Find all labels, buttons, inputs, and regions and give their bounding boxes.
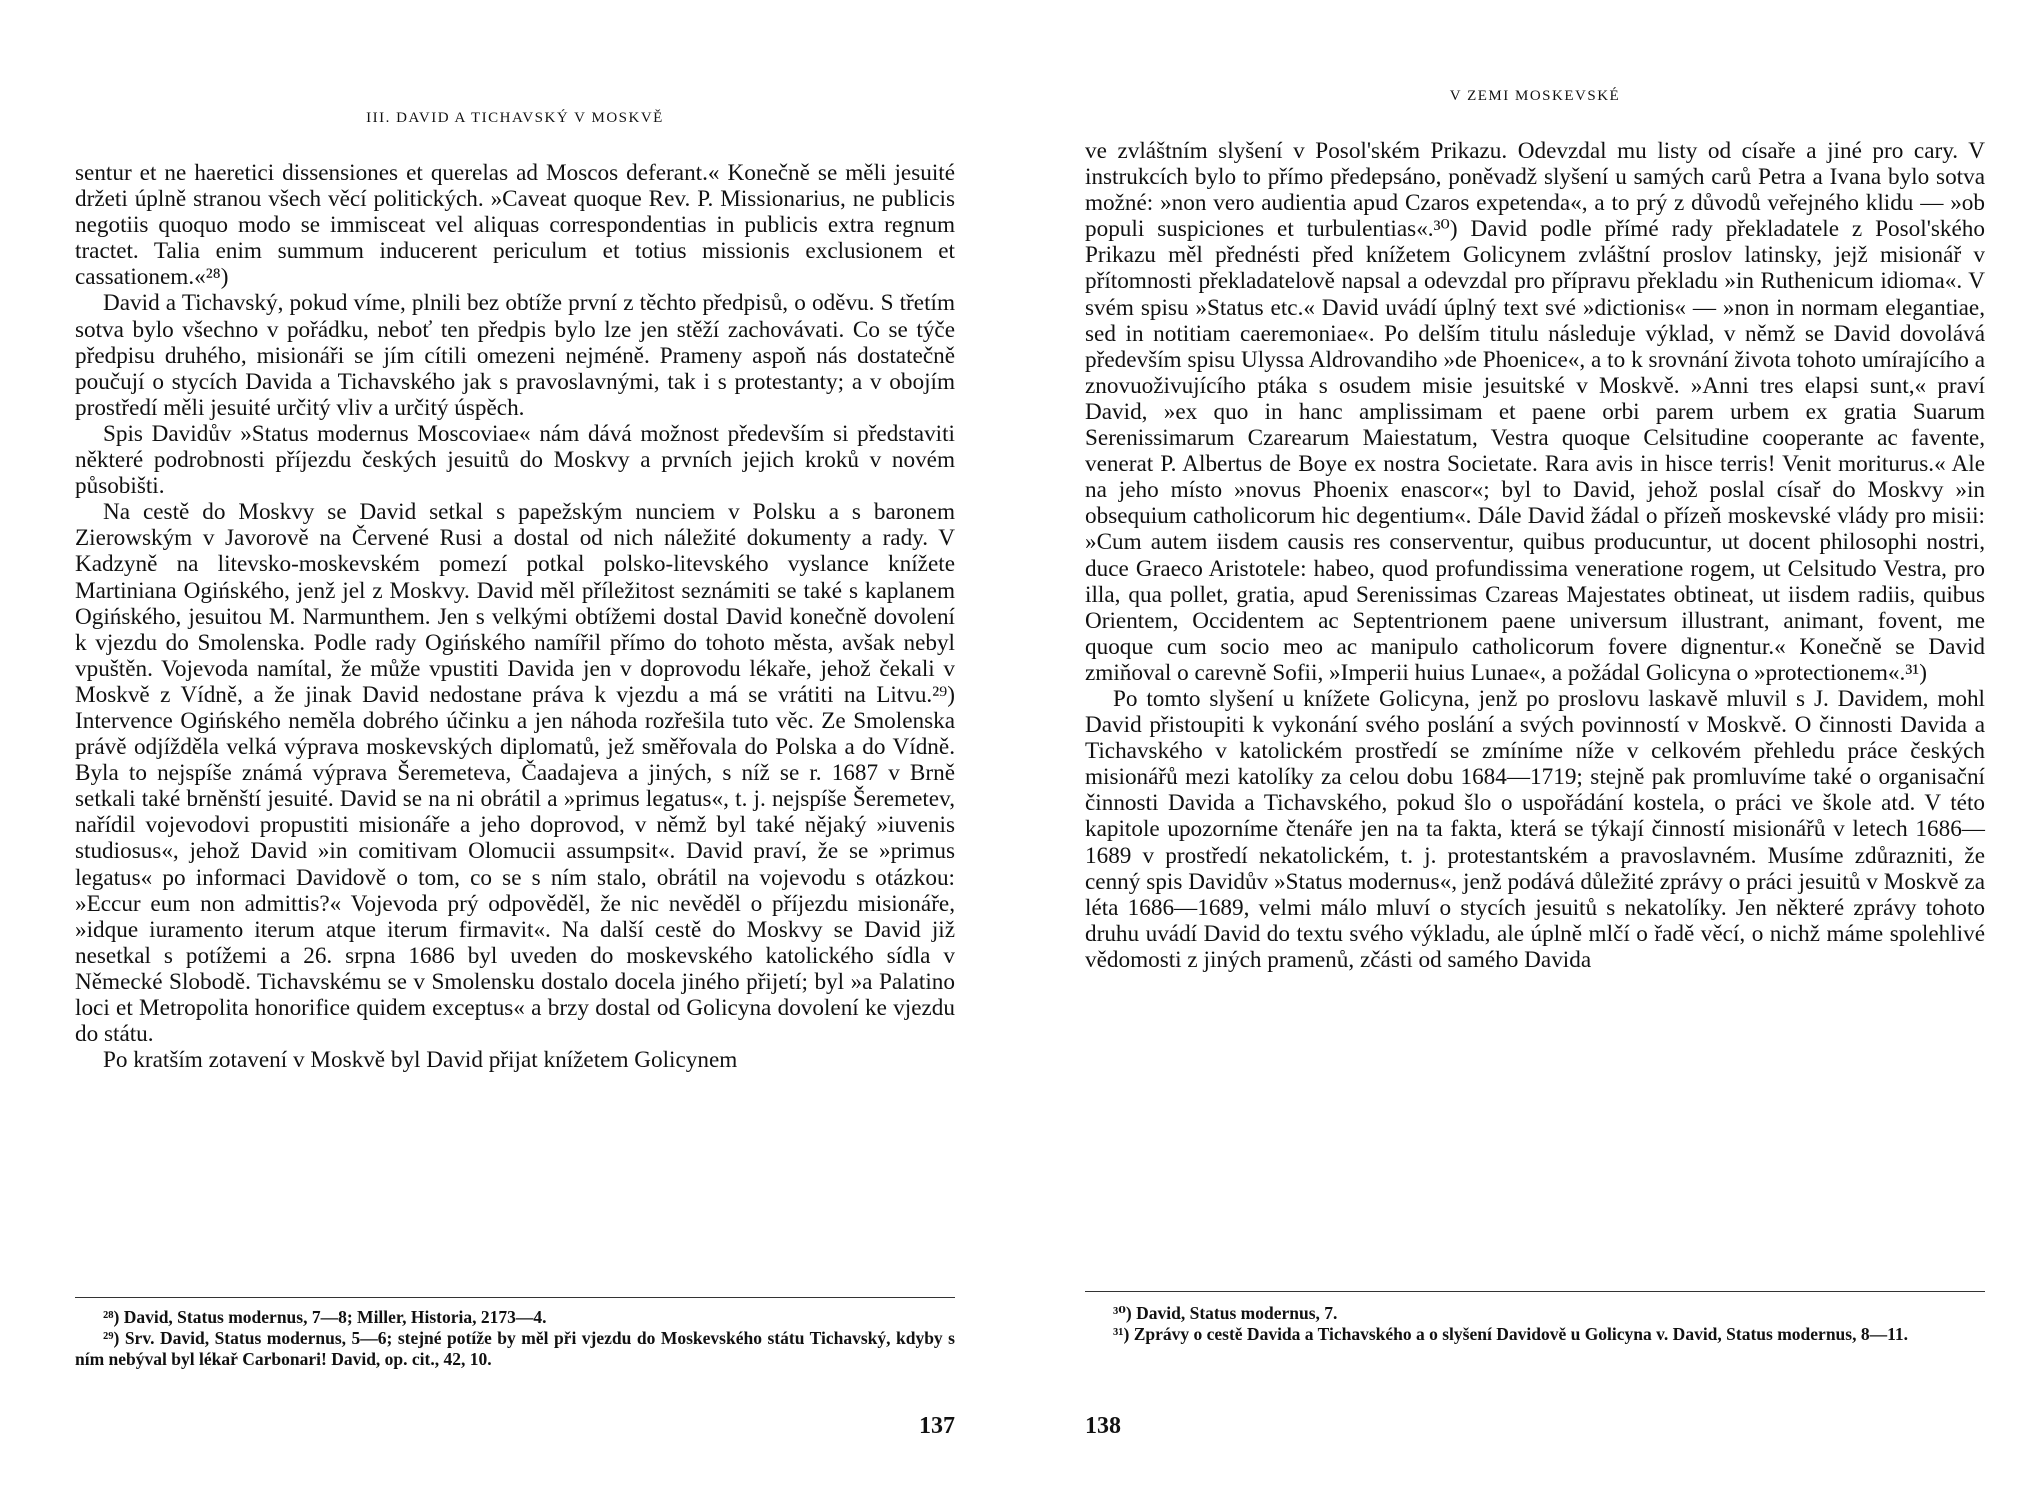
footnote-rule	[1085, 1291, 1985, 1292]
body-text	[1085, 138, 1985, 973]
footnote: ²⁹) Srv. David, Status modernus, 5—6; stejné potíže by měl při vjezdu do Moskevského státu Tichavský, kdyby s ním nebýval byl lékař Carbonari! David, op. cit., 42, 10.	[75, 1328, 955, 1369]
footnote: ³¹) Zprávy o cestě Davida a Tichavského a o slyšení Davidově u Golicyna v. David, Status modernus, 8—11.	[1113, 1324, 1909, 1344]
running-head: V ZEMI MOSKEVSKÉ	[1449, 88, 1621, 104]
paragraph: sentur et ne haeretici dissensiones et querelas ad Moscos deferant.« Konečně se měli jesuité držeti úplně stranou všech věcí politických. »Caveat quoque Rev. P. Missionarius, ne publicis negotiis quoquo modo se immisceat vel aliquas correspondentias in publicis extra regnum tractet. Talia enim summum inducerent periculum et totius missionis exclusionem et cassationem.«²⁸)	[75, 160, 955, 291]
footnote-rule	[75, 1297, 955, 1298]
page-number: 138	[1085, 1413, 1121, 1439]
paragraph: Po tomto slyšení u knížete Golicyna, jenž po proslovu laskavě mluvil s J. Davidem, mohl David přistoupiti k vykonání svého poslání a svých povinností v Moskvě. O činnosti Davida a Tichavského v katolickém prostředí se zmíníme níže v celkovém přehledu práce českých misionářů mezi katolíky za celou dobu 1684—1719; stejně pak promluvíme také o organisační činnosti Davida a Tichavského, pokud šlo o uspořádání kostela, o práci ve škole atd. V této kapitole upozorníme čtenáře jen na ta fakta, která se týkají činností misionářů v letech 1686—1689 v prostředí nekatolickém, t. j. protestantském a pravoslavném. Musíme zdůrazniti, že cenný spis Davidův »Status modernus«, jenž podává důležité zprávy o práci jesuitů v Moskvě za léta 1686—1689, velmi málo mluví o stycích jesuitů s nekatolíky. Jen některé zprávy tohoto druhu uvádí David do textu svého výkladu, ale úplně mlčí o řadě věcí, o nichž máme spolehlivé vědomosti z jiných pramenů, zčásti od samého Davida	[1085, 685, 1985, 973]
footnotes	[75, 1307, 955, 1370]
footnote: ²⁸) David, Status modernus, 7—8; Miller, Historia, 2173—4.	[103, 1307, 547, 1327]
paragraph: Spis Davidův »Status modernus Moscoviae« nám dává možnost především si představiti některé podrobnosti příjezdu českých jesuitů do Moskvy a prvních jejich kroků v novém působišti.	[75, 420, 955, 500]
footnotes	[1085, 1303, 1985, 1345]
paragraph: ve zvláštním slyšení v Posol'ském Prikazu. Odevzdal mu listy od císaře a jiné pro cary. V instrukcích bylo to přímo předepsáno, poněvadž slyšení u samých carů Petra a Ivana bylo sotva možné: »non vero audientia apud Czaros expetenda«, a to prý z důvodů veřejného klidu — »ob populi suspiciones et turbulentias«.³⁰) David podle přímé rady překladatele z Posol'ského Prikazu měl přednésti před knížetem Golicynem zvláštní proslov latinsky, jejž misionář v přítomnosti překladatelově napsal a odevzdal pro přípravu překladu »in Ruthenicum idioma«. V svém spisu »Status etc.« David uvádí úplný text své »dictionis« — »non in normam elegantiae, sed in notitiam caeremoniae«. Po delším titulu následuje výklad, v němž se David dovolává především spisu Ulyssa Aldrovandiho »de Phoenice«, a to k srovnání života tohoto umírajícího a znovuoživujícího ptáka s osudem misie jesuitské v Moskvě. »Anni tres elapsi sunt,« praví David, »ex quo in hanc amplissimam et paene orbi parem urbem ex gratia Suarum Serenissimarum Czarearum Maiestatum, Vestra quoque Celsitudine cooperante ac favente, venerat P. Albertus de Boye ex nostra Societate. Rara avis in hisce terris! Venit moriturus.« Ale na jeho místo »novus Phoenix enascor«; byl to David, jehož poslal císař do Moskvy »in obsequium catholicorum hic degentium«. Dále David žádal o přízeň moskevské vlády pro misii: »Cum autem iisdem causis res conserventur, quibus producuntur, ut docent philosophi nostri, duce Graeco Aristotele: habeo, quod profundissima veneratione rogem, ut Celsitudo Vestra, pro illa, qua pollet, gratia, apud Serenissimas Czareas Majestates obtineat, ut iisdem radiis, quibus Orientem, Occidentem ac Septentrionem paene universum illustrant, animant, fovent, me quoque cum socio meo ac manipulo catholicorum fovere dignentur.« Konečně se David zmiňoval o carevně Sofii, »Imperii huius Lunae«, a požádal Golicyna o »protectionem«.³¹)	[1085, 138, 1985, 686]
footnote: ³⁰) David, Status modernus, 7.	[1113, 1303, 1338, 1323]
paragraph: David a Tichavský, pokud víme, plnili bez obtíže první z těchto předpisů, o oděvu. S třetím sotva bylo všechno v pořádku, neboť ten předpis bylo lze jen stěží zachovávati. Co se týče předpisu druhého, misionáři se jím cítili omezeni nejméně. Prameny aspoň nás dostatečně poučují o stycích Davida a Tichavského jak s pravoslavnými, tak i s protestanty; a v obojím prostředí měli jesuité určitý vliv a určitý úspěch.	[75, 290, 955, 421]
running-head: III. DAVID A TICHAVSKÝ V MOSKVĚ	[366, 110, 664, 126]
page-number: 137	[919, 1413, 955, 1439]
paragraph: Po kratším zotavení v Moskvě byl David přijat knížetem Golicynem	[103, 1047, 738, 1074]
paragraph: Na cestě do Moskvy se David setkal s papežským nunciem v Polsku a s baronem Zierowským v Javorově na Červené Rusi a dostal od nich náležité dokumenty a rady. V Kadzyně na litevsko-moskevském pomezí potkal polsko-litevského vyslance knížete Martiniana Ogińského, jenž jel z Moskvy. David měl příležitost seznámiti se také s kaplanem Ogińského, jesuitou M. Narmunthem. Jen s velkými obtížemi dostal David konečně dovolení k vjezdu do Smolenska. Podle rady Ogińského namířil přímo do tohoto města, avšak nebyl vpuštěn. Vojevoda namítal, že může vpustiti Davida jen v doprovodu lékaře, jehož čekali v Moskvě z Vídně, a že jinak David nedostane práva k vjezdu a má se vrátiti na Litvu.²⁹) Intervence Ogińského neměla dobrého účinku a jen náhoda rozřešila tuto věc. Ze Smolenska právě odjížděla velká výprava moskevských diplomatů, jež směřovala do Polska a do Vídně. Byla to nejspíše známá výprava Šeremeteva, Čaadajeva a jiných, s níž se r. 1687 v Brně setkali také brněnští jesuité. David se na ni obrátil a »primus legatus«, t. j. nejspíše Šeremetev, nařídil vojevodovi propustiti misionáře a jeho doprovod, v němž byl také nějaký »iuvenis studiosus«, jehož David »in comitivam Olomucii assumpsit«. David praví, že se »primus legatus« po informaci Davidově o tom, co se s ním stalo, obrátil na vojevodu s otázkou: »Eccur eum non admittis?« Vojevoda prý odpověděl, že nic nevěděl o příjezdu misionáře, »idque iuramento iterum atque iterum firmavit«. Na další cestě do Moskvy se David již nesetkal s potížemi a 26. srpna 1686 byl uveden do moskevského katolického sídla v Německé Slobodě. Tichavskému se v Smolensku dostalo docela jiného přijetí; byl »a Palatino loci et Metropolita honorifice quidem exceptus« a brzy dostal od Golicyna dovolení ke vjezdu do státu.	[75, 499, 955, 1048]
body-text	[75, 160, 955, 1073]
